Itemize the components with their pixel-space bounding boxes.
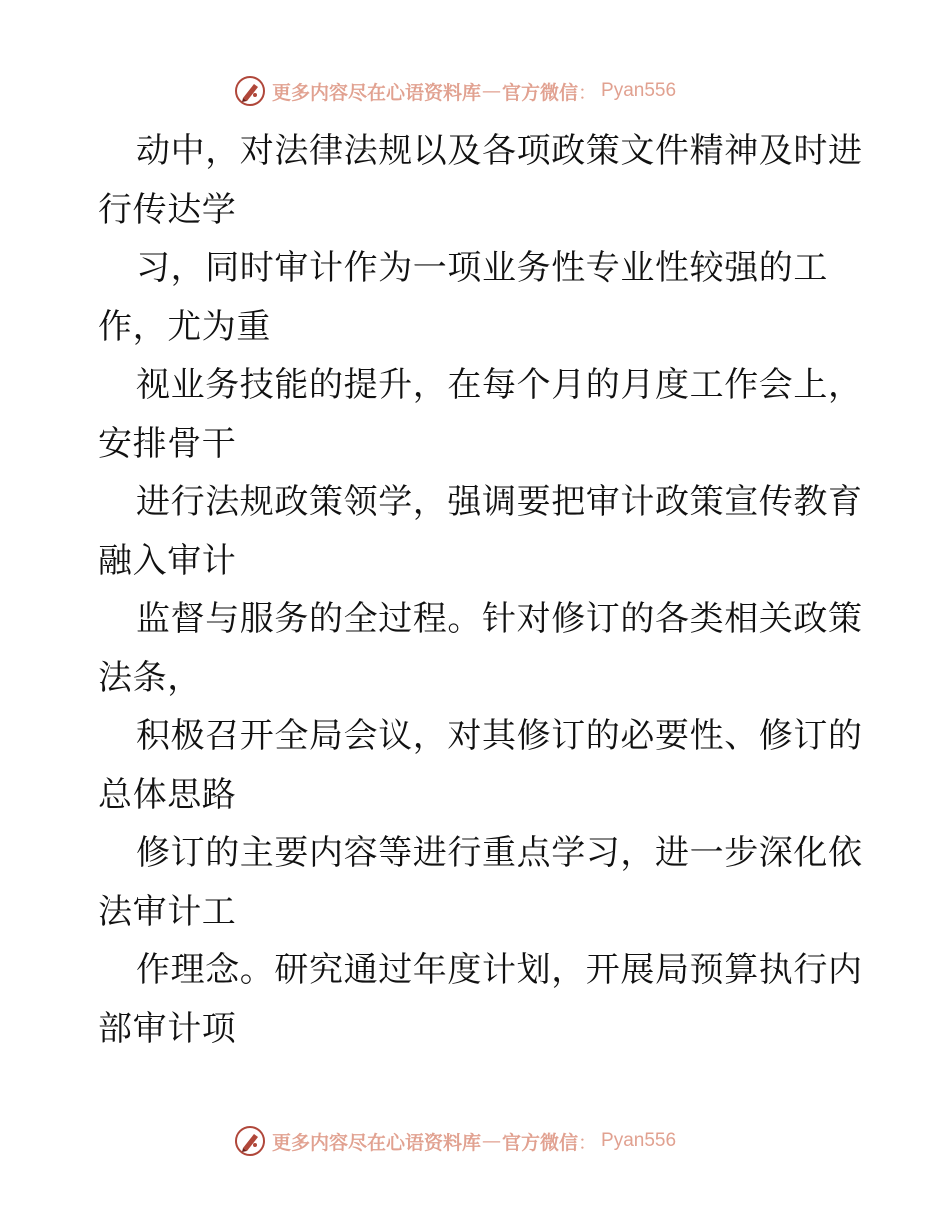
text-line: 进行法规政策领学，强调要把审计政策宣传教育	[136, 482, 863, 522]
text-line: 总体思路	[98, 774, 237, 815]
footer-watermark	[234, 1124, 676, 1158]
text-line: 作，尤为重	[98, 306, 271, 347]
banner-wechat-id: Pyan556	[601, 80, 677, 101]
pen-logo-icon	[234, 75, 266, 107]
banner-official-label: 官方微信	[502, 81, 579, 104]
text-line: 行传达学	[98, 189, 237, 230]
text-line: 习，同时审计作为一项业务性专业性较强的工	[136, 248, 828, 288]
banner-dash: —	[482, 80, 502, 102]
text-line: 视业务技能的提升，在每个月的月度工作会上，	[136, 365, 863, 405]
banner-dash: —	[482, 1130, 502, 1152]
banner-wechat-id: Pyan556	[601, 1130, 677, 1151]
banner-colon: ：	[578, 81, 598, 104]
banner-official-label: 官方微信	[502, 1131, 579, 1154]
text-line: 作理念。研究通过年度计划，开展局预算执行内	[136, 950, 863, 990]
banner-colon: ：	[578, 1131, 598, 1154]
banner-brand-text: 更多内容尽在心语资料库	[272, 81, 482, 104]
text-line: 融入审计	[98, 540, 237, 581]
document-body	[98, 122, 863, 1058]
text-line: 部审计项	[98, 1008, 237, 1049]
header-watermark	[234, 74, 676, 108]
banner-brand-text: 更多内容尽在心语资料库	[272, 1131, 482, 1154]
text-line: 修订的主要内容等进行重点学习，进一步深化依	[136, 833, 863, 873]
text-line: 法条，	[98, 657, 202, 698]
text-line: 动中，对法律法规以及各项政策文件精神及时进	[136, 131, 863, 171]
pen-logo-icon	[234, 1125, 266, 1157]
text-line: 安排骨干	[98, 423, 237, 464]
text-line: 监督与服务的全过程。针对修订的各类相关政策	[136, 599, 863, 639]
text-line: 法审计工	[98, 891, 237, 932]
text-line: 积极召开全局会议，对其修订的必要性、修订的	[136, 716, 863, 756]
